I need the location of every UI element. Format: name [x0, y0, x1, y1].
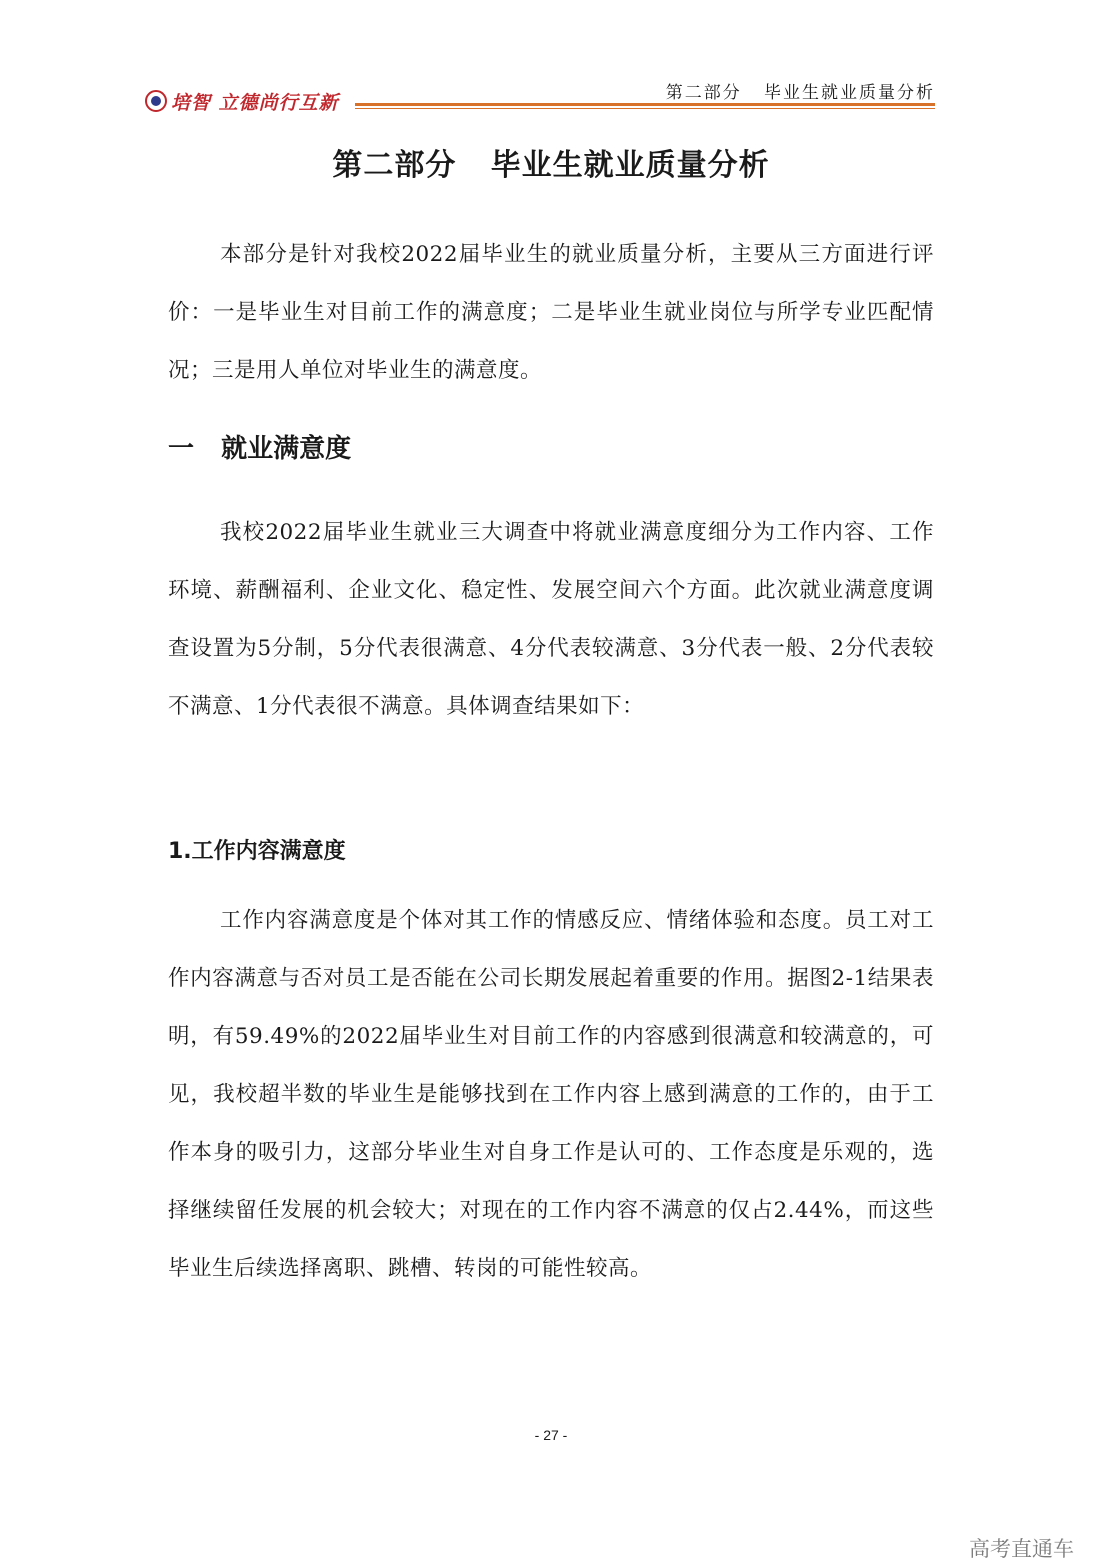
work-content-paragraph: 工作内容满意度是个体对其工作的情感反应、情绪体验和态度。员工对工作内容满意与否对员工是否能在公司长期发展起着重要的作用。据图2-1结果表明，有59.49%的2022届毕业生对目前工作的内容感到很满意和较满意的，可见，我校超半数的毕业生是能够找到在工作内容上感到满意的工作的，由于工作本身的吸引力，这部分毕业生对自身工作是认可的、工作态度是乐观的，选择继续留任发展的机会较大；对现在的工作内容不满意的仅占2.44%，而这些毕业生后续选择离职、跳槽、转岗的可能性较高。: [168, 908, 934, 1281]
intro-paragraph: 本部分是针对我校2022届毕业生的就业质量分析，主要从三方面进行评价：一是毕业生对目前工作的满意度；二是毕业生就业岗位与所学专业匹配情况；三是用人单位对毕业生的满意度。: [168, 242, 934, 383]
school-seal-icon: [145, 90, 167, 112]
subsection-heading: 1.工作内容满意度: [168, 839, 346, 864]
satisfaction-paragraph: 我校2022届毕业生就业三大调查中将就业满意度细分为工作内容、工作环境、薪酬福利、企业文化、稳定性、发展空间六个方面。此次就业满意度调查设置为5分制，5分代表很满意、4分代表较满意、3分代表一般、2分代表较不满意、1分代表很不满意。具体调查结果如下：: [168, 520, 934, 719]
running-title: 第二部分 毕业生就业质量分析: [665, 83, 935, 103]
school-logo: [145, 88, 339, 114]
section-heading: 一 就业满意度: [168, 434, 352, 464]
logo-text: 培智 立德尚行互新: [171, 91, 339, 114]
watermark: 高考直通车: [969, 1537, 1074, 1561]
page-header: [145, 74, 935, 114]
page-number: - 27 -: [534, 1427, 568, 1443]
page-title: 第二部分 毕业生就业质量分析: [332, 148, 770, 183]
header-rule: [355, 103, 935, 109]
